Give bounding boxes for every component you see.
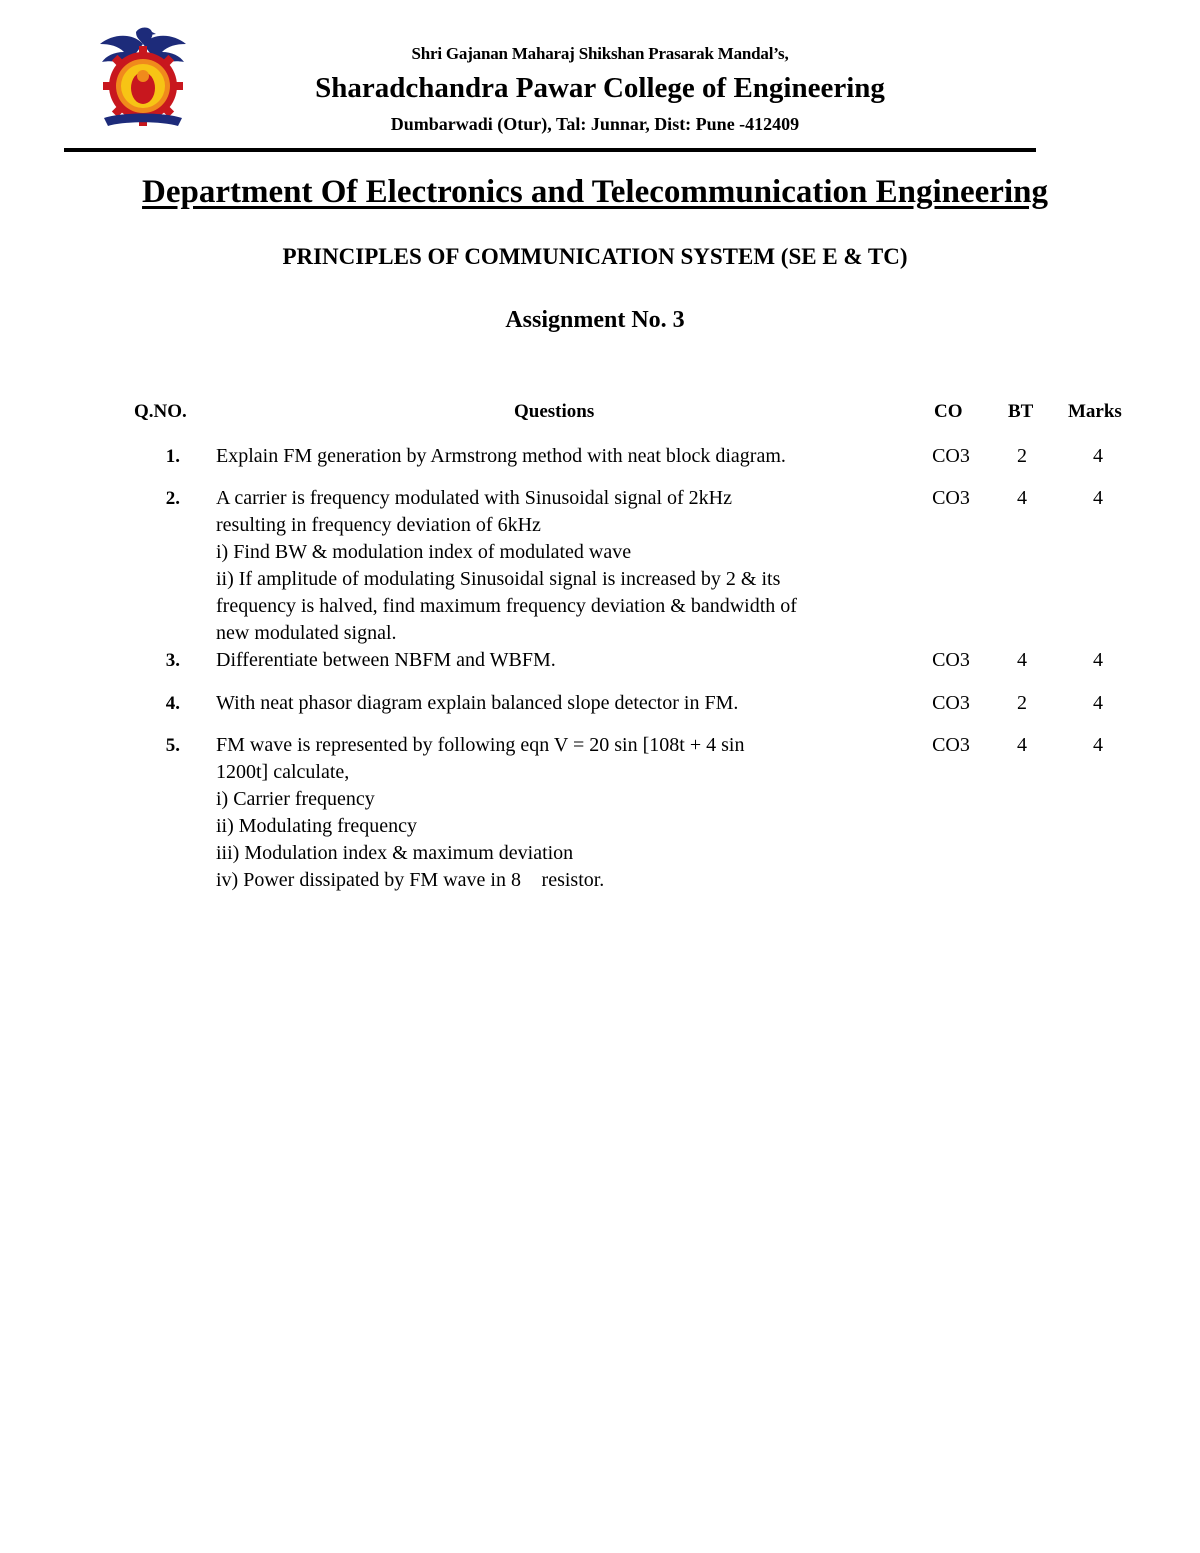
- question-line: FM wave is represented by following eqn V = 20 sin [108t + 4 sin: [216, 734, 745, 756]
- question-text: [216, 690, 916, 717]
- question-line: iv) Power dissipated by FM wave in 8  resistor.: [216, 869, 605, 891]
- question-line: ii) If amplitude of modulating Sinusoidal signal is increased by 2 & its: [216, 568, 781, 590]
- question-line: 1200t] calculate,: [216, 761, 350, 783]
- question-text: [216, 647, 916, 674]
- marks: 4: [1093, 734, 1103, 756]
- course-outcome: CO3: [932, 649, 970, 671]
- marks: 4: [1093, 445, 1103, 467]
- bloom-level: 4: [1017, 487, 1027, 509]
- course-outcome: CO3: [932, 445, 970, 467]
- marks: 4: [1093, 649, 1103, 671]
- question-number: 5.: [165, 735, 180, 756]
- question-line: i) Find BW & modulation index of modulated wave: [216, 541, 632, 563]
- bloom-level: 2: [1017, 445, 1027, 467]
- question-text: [216, 485, 916, 647]
- question-line: A carrier is frequency modulated with Sinusoidal signal of 2kHz: [216, 487, 732, 509]
- header-co: CO: [934, 401, 963, 422]
- question-line: Differentiate between NBFM and WBFM.: [216, 649, 556, 671]
- subject-title: PRINCIPLES OF COMMUNICATION SYSTEM (SE E & TC): [282, 244, 908, 269]
- trust-name: Shri Gajanan Maharaj Shikshan Prasarak Mandal’s,: [411, 44, 789, 63]
- course-outcome: CO3: [932, 487, 970, 509]
- college-address: Dumbarwadi (Otur), Tal: Junnar, Dist: Pune -412409: [390, 114, 800, 134]
- college-emblem-icon: [96, 26, 190, 132]
- header-divider: [64, 148, 1036, 152]
- question-line: iii) Modulation index & maximum deviation: [216, 842, 574, 864]
- header-qno: Q.NO.: [134, 401, 187, 422]
- assignment-title: Assignment No. 3: [505, 307, 685, 333]
- college-logo: [96, 26, 190, 132]
- question-number: 3.: [165, 650, 180, 671]
- question-number: 2.: [165, 488, 180, 509]
- header-marks: Marks: [1068, 401, 1122, 422]
- header-bt: BT: [1008, 401, 1034, 422]
- question-line: Explain FM generation by Armstrong method with neat block diagram.: [216, 445, 786, 467]
- header-questions: Questions: [514, 401, 595, 422]
- marks: 4: [1093, 487, 1103, 509]
- question-text: [216, 732, 916, 894]
- question-number: 4.: [165, 693, 180, 714]
- marks: 4: [1093, 692, 1103, 714]
- course-outcome: CO3: [932, 692, 970, 714]
- question-line: With neat phasor diagram explain balanced slope detector in FM.: [216, 692, 739, 714]
- question-text: [216, 443, 916, 470]
- department-title: Department Of Electronics and Telecommunication Engineering: [142, 174, 1048, 210]
- question-line: frequency is halved, find maximum frequency deviation & bandwidth of: [216, 595, 797, 617]
- course-outcome: CO3: [932, 734, 970, 756]
- question-line: new modulated signal.: [216, 622, 397, 644]
- question-line: i) Carrier frequency: [216, 788, 375, 810]
- question-number: 1.: [165, 446, 180, 467]
- question-line: resulting in frequency deviation of 6kHz: [216, 514, 541, 536]
- college-name: Sharadchandra Pawar College of Engineering: [315, 72, 885, 104]
- bloom-level: 2: [1017, 692, 1027, 714]
- bloom-level: 4: [1017, 734, 1027, 756]
- bloom-level: 4: [1017, 649, 1027, 671]
- question-line: ii) Modulating frequency: [216, 815, 418, 837]
